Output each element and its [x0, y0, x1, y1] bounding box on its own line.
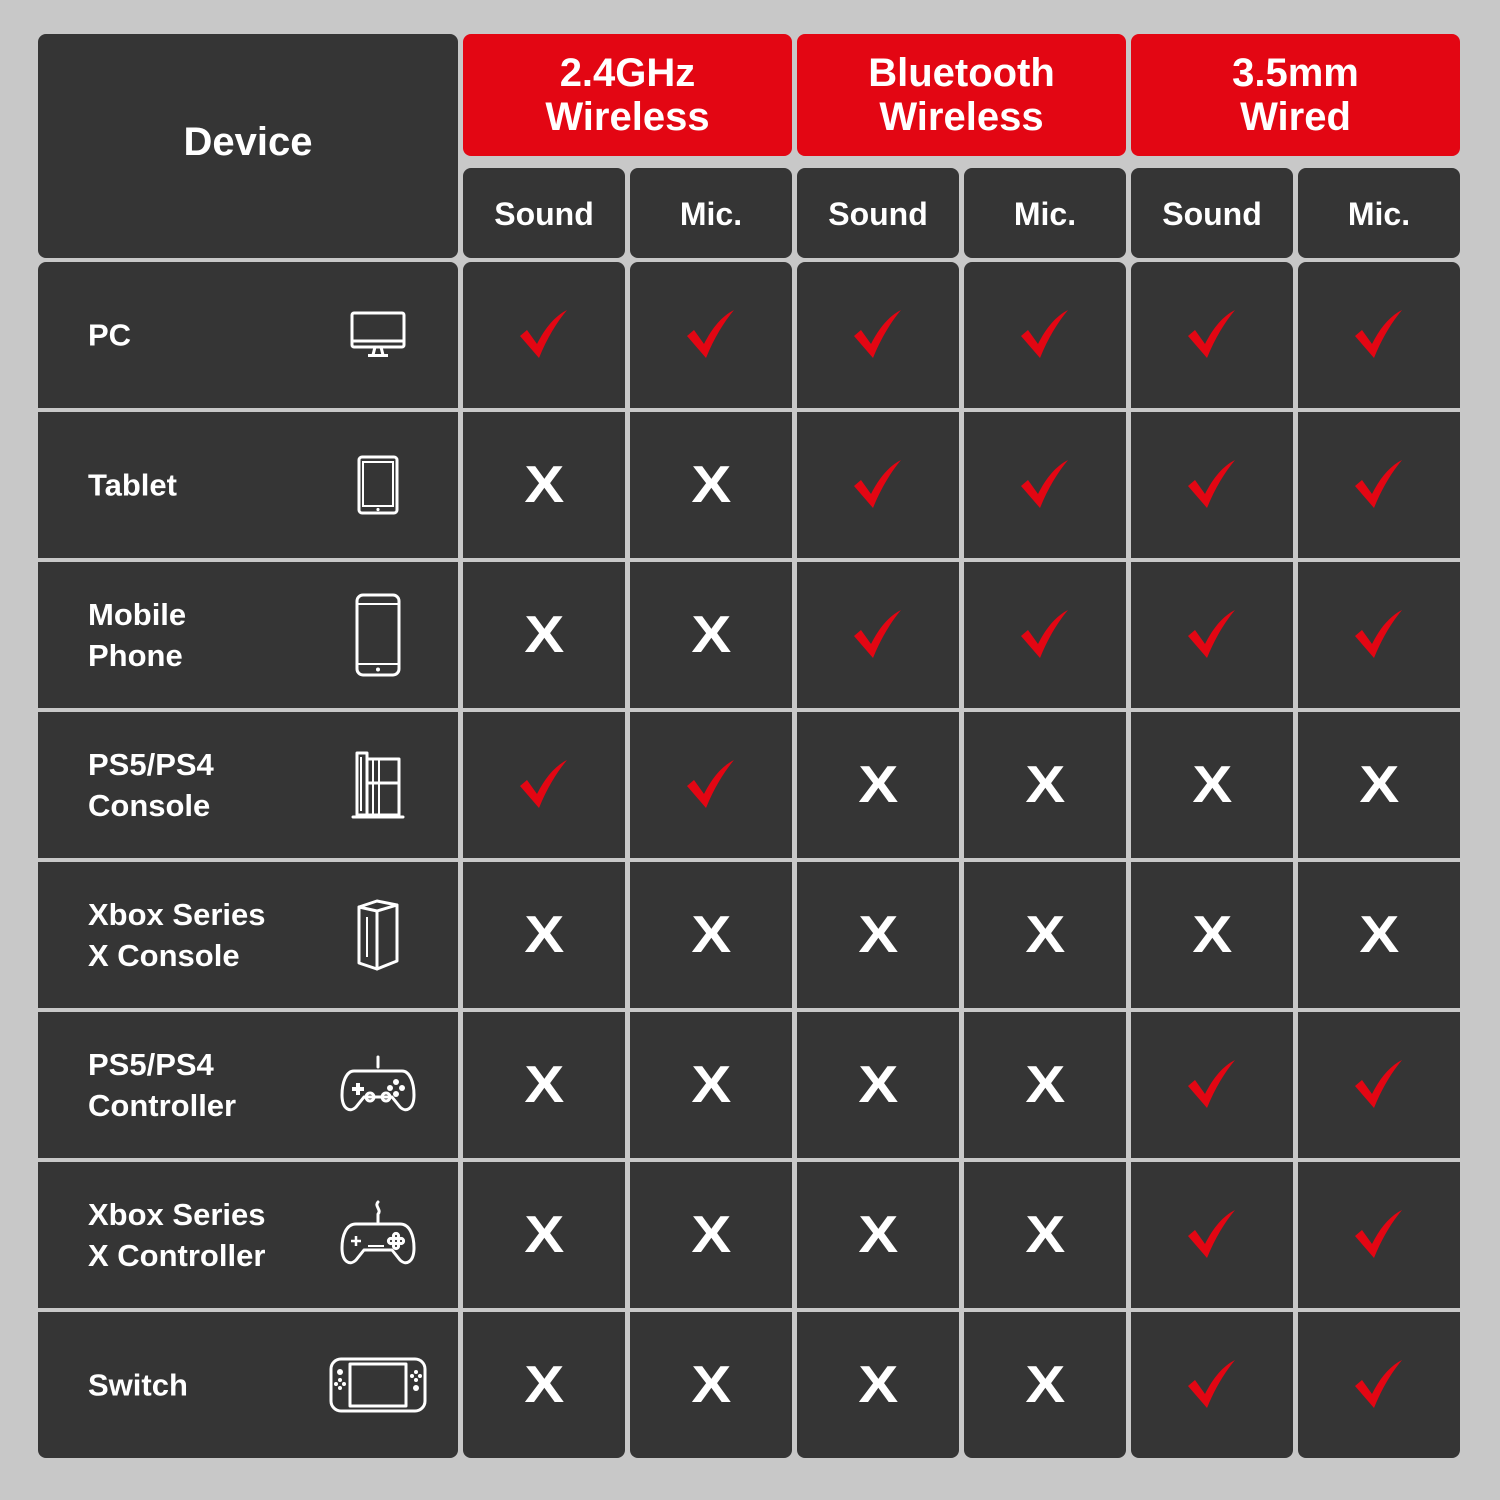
compatibility-cell	[797, 1312, 959, 1458]
sub-header-label: Mic.	[1347, 196, 1411, 232]
compatibility-cell	[463, 1162, 625, 1308]
compatibility-cell	[1298, 412, 1460, 558]
device-row-label	[38, 412, 458, 558]
x-mark: X	[858, 1206, 898, 1264]
compatibility-cell	[1298, 862, 1460, 1008]
sub-header-sound	[1131, 168, 1293, 258]
check-icon	[851, 458, 905, 512]
check-icon	[1018, 458, 1072, 512]
compatibility-cell	[964, 1162, 1126, 1308]
ps-controller-icon	[328, 1040, 428, 1130]
compatibility-cell	[964, 862, 1126, 1008]
compatibility-cell	[630, 1162, 792, 1308]
check-icon	[1352, 1058, 1406, 1112]
x-mark: X	[524, 456, 564, 514]
compatibility-cell	[463, 412, 625, 558]
device-name: PC	[88, 317, 132, 353]
device-column-header	[38, 34, 458, 258]
device-row-label	[38, 262, 458, 408]
compatibility-cell	[797, 712, 959, 858]
compatibility-cell	[1131, 712, 1293, 858]
group-header-label: 3.5mm Wired	[1232, 51, 1359, 139]
x-mark: X	[691, 1206, 731, 1264]
sub-header-mic	[1298, 168, 1460, 258]
compatibility-cell	[964, 262, 1126, 408]
x-mark: X	[1192, 756, 1232, 814]
sub-header-label: Mic.	[1013, 196, 1077, 232]
check-icon	[1185, 458, 1239, 512]
compatibility-cell	[630, 262, 792, 408]
xbox-controller-icon	[328, 1190, 428, 1280]
device-row-label	[38, 862, 458, 1008]
compatibility-cell	[1298, 712, 1460, 858]
x-mark: X	[858, 1056, 898, 1114]
compatibility-cell	[797, 1162, 959, 1308]
check-icon	[1018, 608, 1072, 662]
compatibility-cell	[1131, 562, 1293, 708]
check-icon	[1352, 1358, 1406, 1412]
tablet-icon	[328, 440, 428, 530]
group-header-bluetooth	[797, 34, 1126, 156]
check-icon	[517, 758, 571, 812]
check-icon	[1185, 308, 1239, 362]
group-header-3-5mm	[1131, 34, 1460, 156]
x-mark: X	[524, 906, 564, 964]
x-mark: X	[524, 1206, 564, 1264]
x-mark: X	[524, 1356, 564, 1414]
check-icon	[1185, 608, 1239, 662]
sub-header-label: Mic.	[679, 196, 743, 232]
x-mark: X	[1192, 906, 1232, 964]
group-header-label: 2.4GHz Wireless	[545, 51, 710, 139]
check-icon	[851, 608, 905, 662]
sub-header-label: Sound	[828, 196, 928, 232]
compatibility-table	[38, 34, 1460, 1458]
check-icon	[684, 308, 738, 362]
x-mark: X	[1025, 1206, 1065, 1264]
sub-header-label: Sound	[494, 196, 594, 232]
compatibility-cell	[964, 562, 1126, 708]
compatibility-cell	[964, 1012, 1126, 1158]
x-mark: X	[1025, 1356, 1065, 1414]
x-mark: X	[524, 1056, 564, 1114]
x-mark: X	[1025, 906, 1065, 964]
compatibility-cell	[630, 562, 792, 708]
compatibility-cell	[1298, 1162, 1460, 1308]
compatibility-cell	[630, 412, 792, 558]
device-header-label: Device	[183, 120, 313, 164]
x-mark: X	[858, 756, 898, 814]
compatibility-cell	[797, 562, 959, 708]
sub-header-label: Sound	[1162, 196, 1262, 232]
sub-header-mic	[964, 168, 1126, 258]
compatibility-cell	[1298, 1012, 1460, 1158]
sub-header-mic	[630, 168, 792, 258]
switch-icon	[328, 1340, 428, 1430]
device-name: PS5/PS4 Console	[88, 747, 214, 823]
compatibility-cell	[630, 862, 792, 1008]
compatibility-cell	[1298, 562, 1460, 708]
device-name: Switch	[88, 1367, 188, 1403]
x-mark: X	[691, 906, 731, 964]
x-mark: X	[691, 606, 731, 664]
device-name: Tablet	[88, 467, 177, 503]
xbox-console-icon	[328, 890, 428, 980]
compatibility-cell	[463, 712, 625, 858]
check-icon	[684, 758, 738, 812]
x-mark: X	[691, 1356, 731, 1414]
x-mark: X	[1025, 756, 1065, 814]
monitor-icon	[328, 290, 428, 380]
device-name: Xbox Series X Controller	[88, 1197, 266, 1273]
compatibility-cell	[964, 1312, 1126, 1458]
check-icon	[1185, 1358, 1239, 1412]
check-icon	[1185, 1208, 1239, 1262]
compatibility-cell	[1131, 1312, 1293, 1458]
compatibility-cell	[797, 862, 959, 1008]
check-icon	[1352, 308, 1406, 362]
compatibility-cell	[630, 712, 792, 858]
x-mark: X	[691, 1056, 731, 1114]
x-mark: X	[524, 606, 564, 664]
sub-header-sound	[463, 168, 625, 258]
sub-header-sound	[797, 168, 959, 258]
device-row-label	[38, 1162, 458, 1308]
compatibility-cell	[463, 862, 625, 1008]
compatibility-cell	[1131, 412, 1293, 558]
check-icon	[1352, 1208, 1406, 1262]
device-name: Mobile Phone	[88, 597, 187, 673]
compatibility-cell	[1298, 1312, 1460, 1458]
compatibility-cell	[1131, 262, 1293, 408]
compatibility-cell	[1298, 262, 1460, 408]
compatibility-cell	[964, 412, 1126, 558]
group-header-2-4ghz	[463, 34, 792, 156]
compatibility-cell	[1131, 1012, 1293, 1158]
device-row-label	[38, 562, 458, 708]
ps-console-icon	[328, 740, 428, 830]
x-mark: X	[858, 906, 898, 964]
compatibility-cell	[797, 262, 959, 408]
phone-icon	[328, 590, 428, 680]
x-mark: X	[1025, 1056, 1065, 1114]
check-icon	[851, 308, 905, 362]
device-row-label	[38, 1312, 458, 1458]
check-icon	[1352, 458, 1406, 512]
compatibility-cell	[797, 1012, 959, 1158]
compatibility-cell	[463, 1312, 625, 1458]
x-mark: X	[1359, 906, 1399, 964]
compatibility-cell	[463, 262, 625, 408]
group-header-label: Bluetooth Wireless	[868, 51, 1055, 139]
check-icon	[1352, 608, 1406, 662]
compatibility-cell	[630, 1012, 792, 1158]
compatibility-cell	[630, 1312, 792, 1458]
x-mark: X	[691, 456, 731, 514]
check-icon	[1185, 1058, 1239, 1112]
check-icon	[1018, 308, 1072, 362]
compatibility-cell	[797, 412, 959, 558]
compatibility-cell	[463, 1012, 625, 1158]
compatibility-cell	[463, 562, 625, 708]
device-row-label	[38, 1012, 458, 1158]
device-name: Xbox Series X Console	[88, 897, 266, 973]
compatibility-cell	[964, 712, 1126, 858]
compatibility-cell	[1131, 862, 1293, 1008]
x-mark: X	[858, 1356, 898, 1414]
x-mark: X	[1359, 756, 1399, 814]
check-icon	[517, 308, 571, 362]
device-row-label	[38, 712, 458, 858]
device-name: PS5/PS4 Controller	[88, 1047, 237, 1123]
compatibility-cell	[1131, 1162, 1293, 1308]
